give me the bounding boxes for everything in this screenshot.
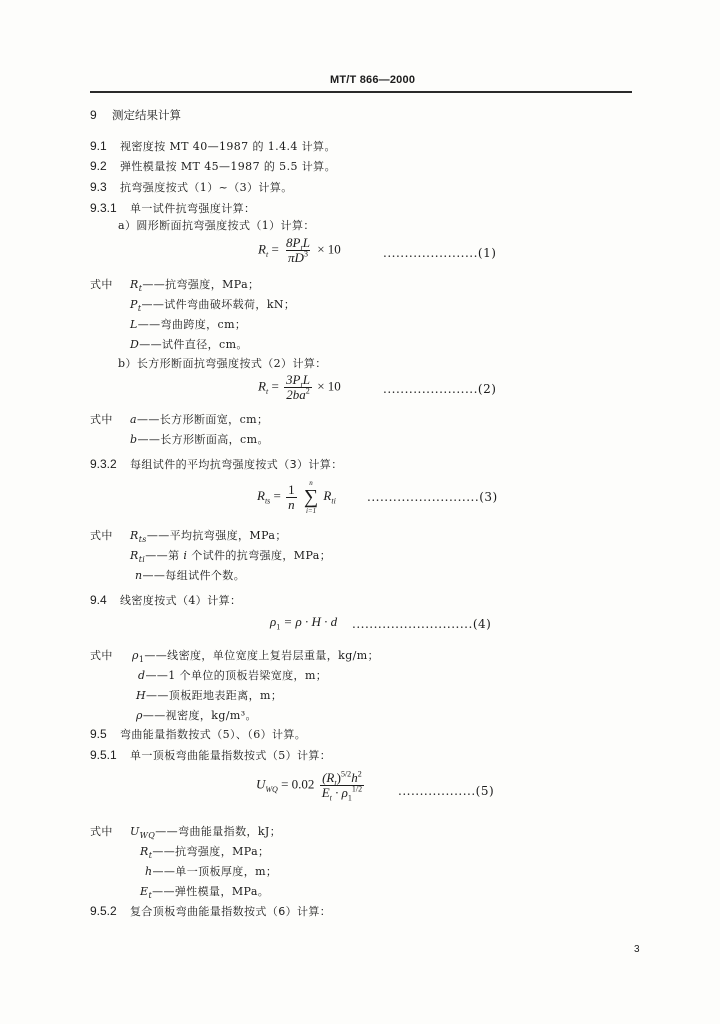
clause-9-3-2: 9.3.2 每组试件的平均抗弯强度按式（3）计算：	[90, 457, 343, 471]
definition-rt-2: $R_t——$抗弯强度，MPa；	[140, 845, 270, 861]
item-a: a）圆形断面抗弯强度按式（1）计算：	[118, 219, 315, 232]
definition-pt: $P_t——$试件弯曲破坏载荷，kN；	[130, 298, 296, 314]
eq4-leader: ............................(4)	[352, 617, 492, 631]
equation-5: $U_{WQ} = 0.02$ $\frac{(R_t)^{5/2}h^2}{E_t \cdot \rho_1^{1/2}}$	[256, 769, 363, 803]
where-label-1: 式中	[90, 278, 113, 291]
definition-rts: $R_{ts}——$平均抗弯强度，MPa；	[130, 529, 287, 545]
where-label-5: 式中	[90, 825, 113, 838]
definition-h-depth: H——顶板距地表距离，m；	[136, 689, 283, 702]
clause-number: 9.1	[90, 139, 107, 153]
eq2-number: (2)	[477, 382, 497, 396]
eq2-numerator: $3P_tL$	[286, 372, 310, 390]
clause-text: 单一试件抗弯强度计算：	[130, 202, 256, 215]
eq5-denominator: $E_t \cdot \rho_1^{1/2}$	[321, 784, 363, 803]
eq4-number: (4)	[472, 617, 492, 631]
eq3-number: (3)	[479, 490, 498, 504]
clause-9-5: 9.5 弯曲能量指数按式（5）、（6）计算。	[90, 727, 307, 741]
eq5-number: (5)	[475, 784, 495, 798]
equation-2: $R_t$ = $\frac{3P_tL}{2ba^2}$ × 10	[258, 372, 341, 402]
clause-9-1	[90, 135, 336, 154]
clause-9-2	[90, 155, 336, 174]
section-heading	[90, 107, 181, 123]
clause-number: 9.3.1	[90, 201, 117, 215]
eq1-denominator: $\pi D^3$	[288, 249, 308, 265]
equation-3: $R_{ts}$ = $\frac{1}{n}$ n ∑ i=1 $R_{ti}$	[257, 479, 336, 515]
definition-rho: ρ——视密度，kg/m³。	[136, 709, 257, 722]
definition-rti: $R_{ti}——$第 i 个试件的抗弯强度，MPa；	[130, 549, 332, 565]
clause-number: 9.2	[90, 159, 107, 173]
standard-id: MT/T 866—2000	[330, 74, 416, 86]
eq5-fraction	[320, 769, 364, 803]
clause-text: 抗弯强度按式（1）~（3）计算。	[120, 181, 293, 194]
where-label-3: 式中	[90, 529, 113, 542]
definition-et: $E_t——$弹性模量，MPa。	[140, 885, 270, 901]
clause-9-5-2: 9.5.2 复合顶板弯曲能量指数按式（6）计算：	[90, 904, 332, 918]
page-number: 3	[634, 944, 640, 955]
clause-text: 弹性模量按 MT 45—1987 的 5.5 计算。	[120, 160, 336, 173]
definition-rho1: $\rho_1——$线密度，单位宽度上复岩层重量，kg/m；	[132, 649, 380, 665]
eq1-fraction	[284, 236, 312, 265]
item-b: b）长方形断面抗弯强度按式（2）计算：	[118, 357, 327, 370]
eq1-factor: × 10	[317, 241, 341, 257]
equation-1: $R_t$ = $\frac{8P_tL}{\pi D^3}$ × 10	[258, 235, 341, 265]
eq3-leader: ..........................(3)	[367, 490, 498, 504]
definition-n: n——每组试件个数。	[135, 569, 246, 582]
where-label-4: 式中	[90, 649, 113, 662]
eq5-leader: ..................(5)	[398, 784, 495, 798]
where-label-2: 式中	[90, 413, 113, 426]
definition-a: a——长方形断面宽，cm；	[130, 413, 269, 426]
eq1-lhs: R	[258, 241, 266, 257]
clause-9-4: 9.4 线密度按式（4）计算：	[90, 593, 242, 607]
eq1-lhs-sub: t	[265, 250, 269, 260]
definition-d: D——试件直径，cm。	[130, 338, 248, 351]
definition-uwq: $U_{WQ}——$弯曲能量指数，kJ；	[130, 825, 282, 841]
definition-b: b——长方形断面高，cm。	[130, 433, 269, 446]
eq1-numerator: $8P_tL$	[286, 235, 310, 253]
clause-9-3	[90, 176, 293, 195]
eq1-leader: ......................(1)	[383, 246, 497, 260]
definition-h-thickness: h——单一顶板厚度，m；	[145, 865, 278, 878]
equation-4: $\rho_1 = \rho \cdot H \cdot d$	[270, 614, 338, 632]
section-title: 测定结果计算	[112, 108, 181, 122]
definition-l: L——弯曲跨度，cm；	[130, 318, 247, 331]
clause-9-3-1	[90, 197, 255, 216]
summation-sign: n ∑ i=1	[303, 479, 319, 515]
eq2-denominator: $2ba^2$	[286, 386, 310, 402]
definition-rt: $R_t——$抗弯强度，MPa；	[130, 278, 260, 294]
eq1-number: (1)	[477, 246, 497, 260]
definition-d-width: d——1 个单位的顶板岩梁宽度，m；	[138, 669, 328, 682]
eq5-numerator: $(R_t)^{5/2}h^2$	[322, 769, 362, 788]
eq2-fraction	[284, 373, 312, 402]
section-number: 9	[90, 108, 97, 122]
clause-number: 9.3	[90, 180, 107, 194]
eq2-leader: ......................(2)	[383, 382, 497, 396]
header-rule	[90, 91, 632, 93]
eq3-fraction: $\frac{1}{n}$	[288, 481, 295, 512]
clause-text: 视密度按 MT 40—1987 的 1.4.4 计算。	[120, 140, 336, 153]
clause-9-5-1: 9.5.1 单一顶板弯曲能量指数按式（5）计算：	[90, 748, 332, 762]
